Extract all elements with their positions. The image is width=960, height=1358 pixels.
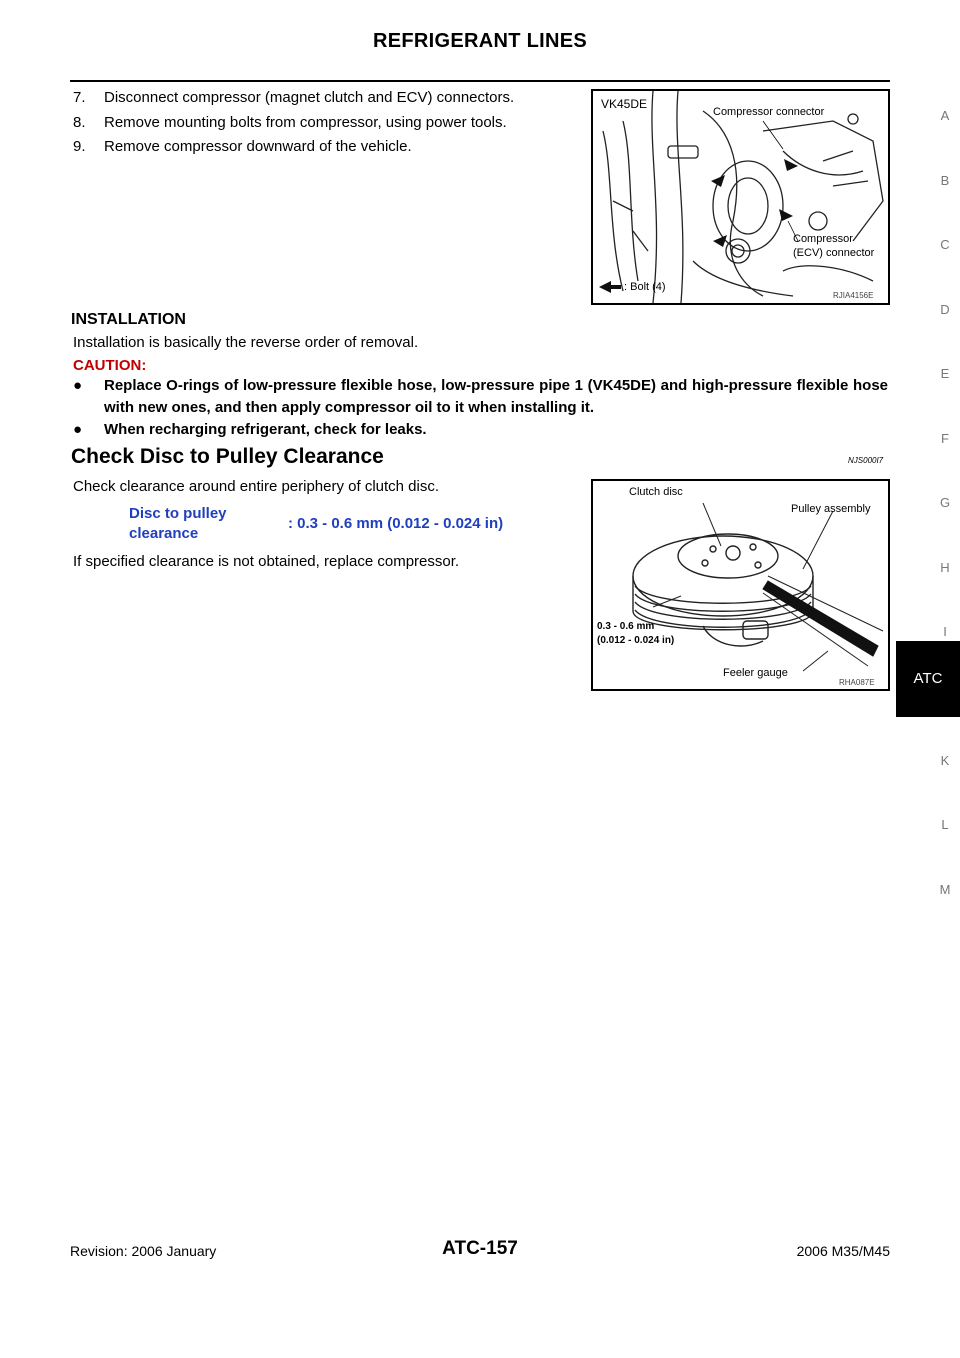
caution-bullet — [73, 419, 888, 441]
side-index-m[interactable]: M — [939, 882, 951, 897]
spec-value: : 0.3 - 0.6 mm (0.012 - 0.024 in) — [288, 515, 504, 532]
clutch-disc-clearance-figure — [591, 479, 890, 691]
spec-label-line2: clearance — [129, 525, 199, 542]
engine-label: VK45DE — [601, 97, 648, 111]
footer-model: 2006 M35/M45 — [796, 1243, 890, 1259]
step-9 — [73, 136, 412, 158]
side-index-e[interactable]: E — [940, 366, 950, 381]
bullet-text: Replace O-rings of low-pressure flexible hose, low-pressure pipe 1 (VK45DE) and high-pressure flexible hose with new ones, and then apply compressor oil to it when installing it. — [104, 377, 888, 416]
clutch-disc-label: Clutch disc — [629, 486, 683, 498]
bullet-dot: ● — [73, 421, 83, 438]
side-index-d[interactable]: D — [940, 302, 950, 317]
installation-intro: Installation is basically the reverse order of removal. — [73, 334, 419, 351]
clearance-intro: Check clearance around entire periphery of clutch disc. — [73, 478, 440, 495]
compressor-connector-figure — [591, 89, 890, 305]
side-index-a[interactable]: A — [940, 108, 950, 123]
spec-label-line1: Disc to pulley — [129, 505, 227, 522]
caution-bullet — [73, 375, 888, 419]
step-text: Remove mounting bolts from compressor, using power tools. — [104, 114, 507, 131]
step-8 — [73, 112, 507, 134]
side-index-g[interactable]: G — [939, 495, 951, 510]
header-rule — [70, 80, 890, 82]
ecv-connector-label-line1: Compressor — [793, 233, 853, 245]
clearance-note: If specified clearance is not obtained, replace compressor. — [73, 553, 460, 570]
figure-code: RJIA4156E — [833, 291, 874, 300]
side-index-atc-active[interactable]: ATC — [896, 641, 960, 717]
step-7 — [73, 87, 514, 109]
step-number: 7. — [73, 89, 86, 106]
side-index-b[interactable]: B — [940, 173, 950, 188]
pulley-assembly-label: Pulley assembly — [791, 503, 871, 515]
feeler-gauge-label: Feeler gauge — [723, 667, 788, 679]
footer-page-number: ATC-157 — [442, 1238, 518, 1259]
clearance-section-heading: Check Disc to Pulley Clearance — [71, 445, 384, 468]
step-number: 9. — [73, 138, 86, 155]
bullet-dot: ● — [73, 377, 83, 394]
footer-revision: Revision: 2006 January — [70, 1243, 217, 1259]
step-number: 8. — [73, 114, 86, 131]
caution-label: CAUTION: — [73, 357, 147, 374]
section-reference-code: NJS000I7 — [848, 456, 884, 465]
page-title: REFRIGERANT LINES — [373, 30, 587, 52]
side-index-f[interactable]: F — [941, 431, 949, 446]
ecv-connector-label-line2: (ECV) connector — [793, 247, 875, 259]
side-index-i[interactable]: I — [943, 624, 947, 639]
step-text: Remove compressor downward of the vehicle. — [104, 138, 412, 155]
side-index-l[interactable]: L — [941, 817, 949, 832]
side-index-c[interactable]: C — [940, 237, 950, 252]
step-text: Disconnect compressor (magnet clutch and ECV) connectors. — [104, 89, 515, 106]
side-index-h[interactable]: H — [940, 560, 950, 575]
bullet-text: When recharging refrigerant, check for leaks. — [104, 421, 427, 438]
compressor-connector-label: Compressor connector — [713, 106, 825, 118]
side-index-k[interactable]: K — [940, 753, 950, 768]
figure-code: RHA087E — [839, 678, 875, 687]
engine-bay-illustration — [593, 91, 888, 303]
clearance-mm-label: 0.3 - 0.6 mm — [597, 621, 655, 632]
installation-heading: INSTALLATION — [71, 311, 186, 328]
clearance-in-label: (0.012 - 0.024 in) — [597, 635, 675, 646]
bolt-legend-label: : Bolt (4) — [624, 281, 666, 293]
